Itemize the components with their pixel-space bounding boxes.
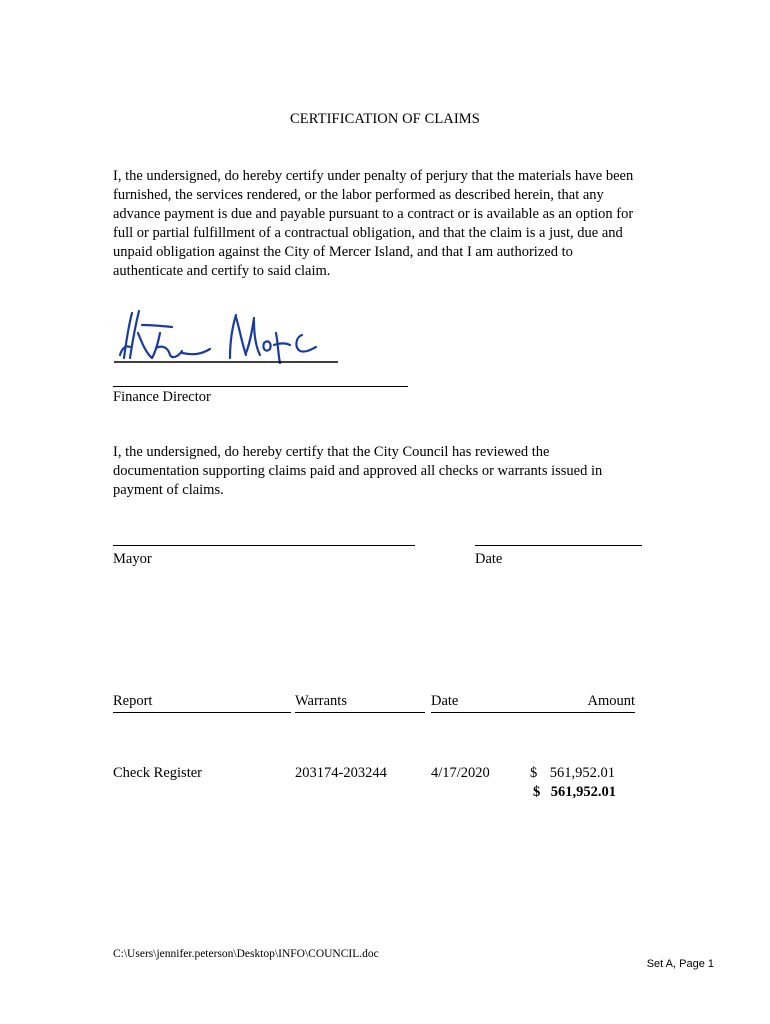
paragraph-line: I, the undersigned, do hereby certify that the City Council has reviewed the — [113, 444, 550, 460]
mayor-label: Mayor — [113, 551, 152, 567]
paragraph-line: unpaid obligation against the City of Mercer Island, and that I am authorized to — [113, 244, 573, 260]
page-number: Set A, Page 1 — [646, 958, 714, 970]
finance-director-label: Finance Director — [113, 389, 211, 405]
paragraph-line: documentation supporting claims paid and approved all checks or warrants issued in — [113, 463, 603, 479]
header-warrants: Warrants — [295, 693, 425, 713]
total-currency: $ — [533, 784, 541, 800]
paragraph-line: authenticate and certify to said claim. — [113, 263, 331, 279]
row-date: 4/17/2020 — [431, 765, 490, 781]
signature-line — [113, 386, 408, 387]
date-signature-line — [475, 545, 642, 546]
file-path: C:\Users\jennifer.peterson\Desktop\INFO\COUNCIL.doc — [113, 948, 379, 960]
row-warrants: 203174-203244 — [295, 765, 387, 781]
date-label: Date — [475, 551, 503, 567]
header-amount: Amount — [526, 693, 635, 713]
total-amount: 561,952.01 — [550, 784, 616, 800]
row-currency: $ — [530, 765, 538, 781]
header-report: Report — [113, 693, 291, 713]
paragraph-line: full or partial fulfillment of a contractual obligation, and that the claim is a just, due and — [113, 225, 623, 241]
paragraph-line: I, the undersigned, do hereby certify under penalty of perjury that the materials have been — [113, 168, 634, 184]
header-date: Date — [431, 693, 526, 713]
row-report: Check Register — [113, 765, 202, 781]
finance-director-signature — [112, 303, 342, 373]
paragraph-line: payment of claims. — [113, 482, 224, 498]
mayor-signature-line — [113, 545, 415, 546]
council-certification-paragraph — [113, 443, 673, 500]
row-amount: 561,952.01 — [549, 765, 615, 781]
paragraph-line: furnished, the services rendered, or the labor performed as described herein, that any — [113, 187, 604, 203]
document-title: CERTIFICATION OF CLAIMS — [290, 111, 480, 127]
paragraph-line: advance payment is due and payable pursuant to a contract or is available as an option for — [113, 206, 634, 222]
certification-paragraph — [113, 167, 673, 281]
